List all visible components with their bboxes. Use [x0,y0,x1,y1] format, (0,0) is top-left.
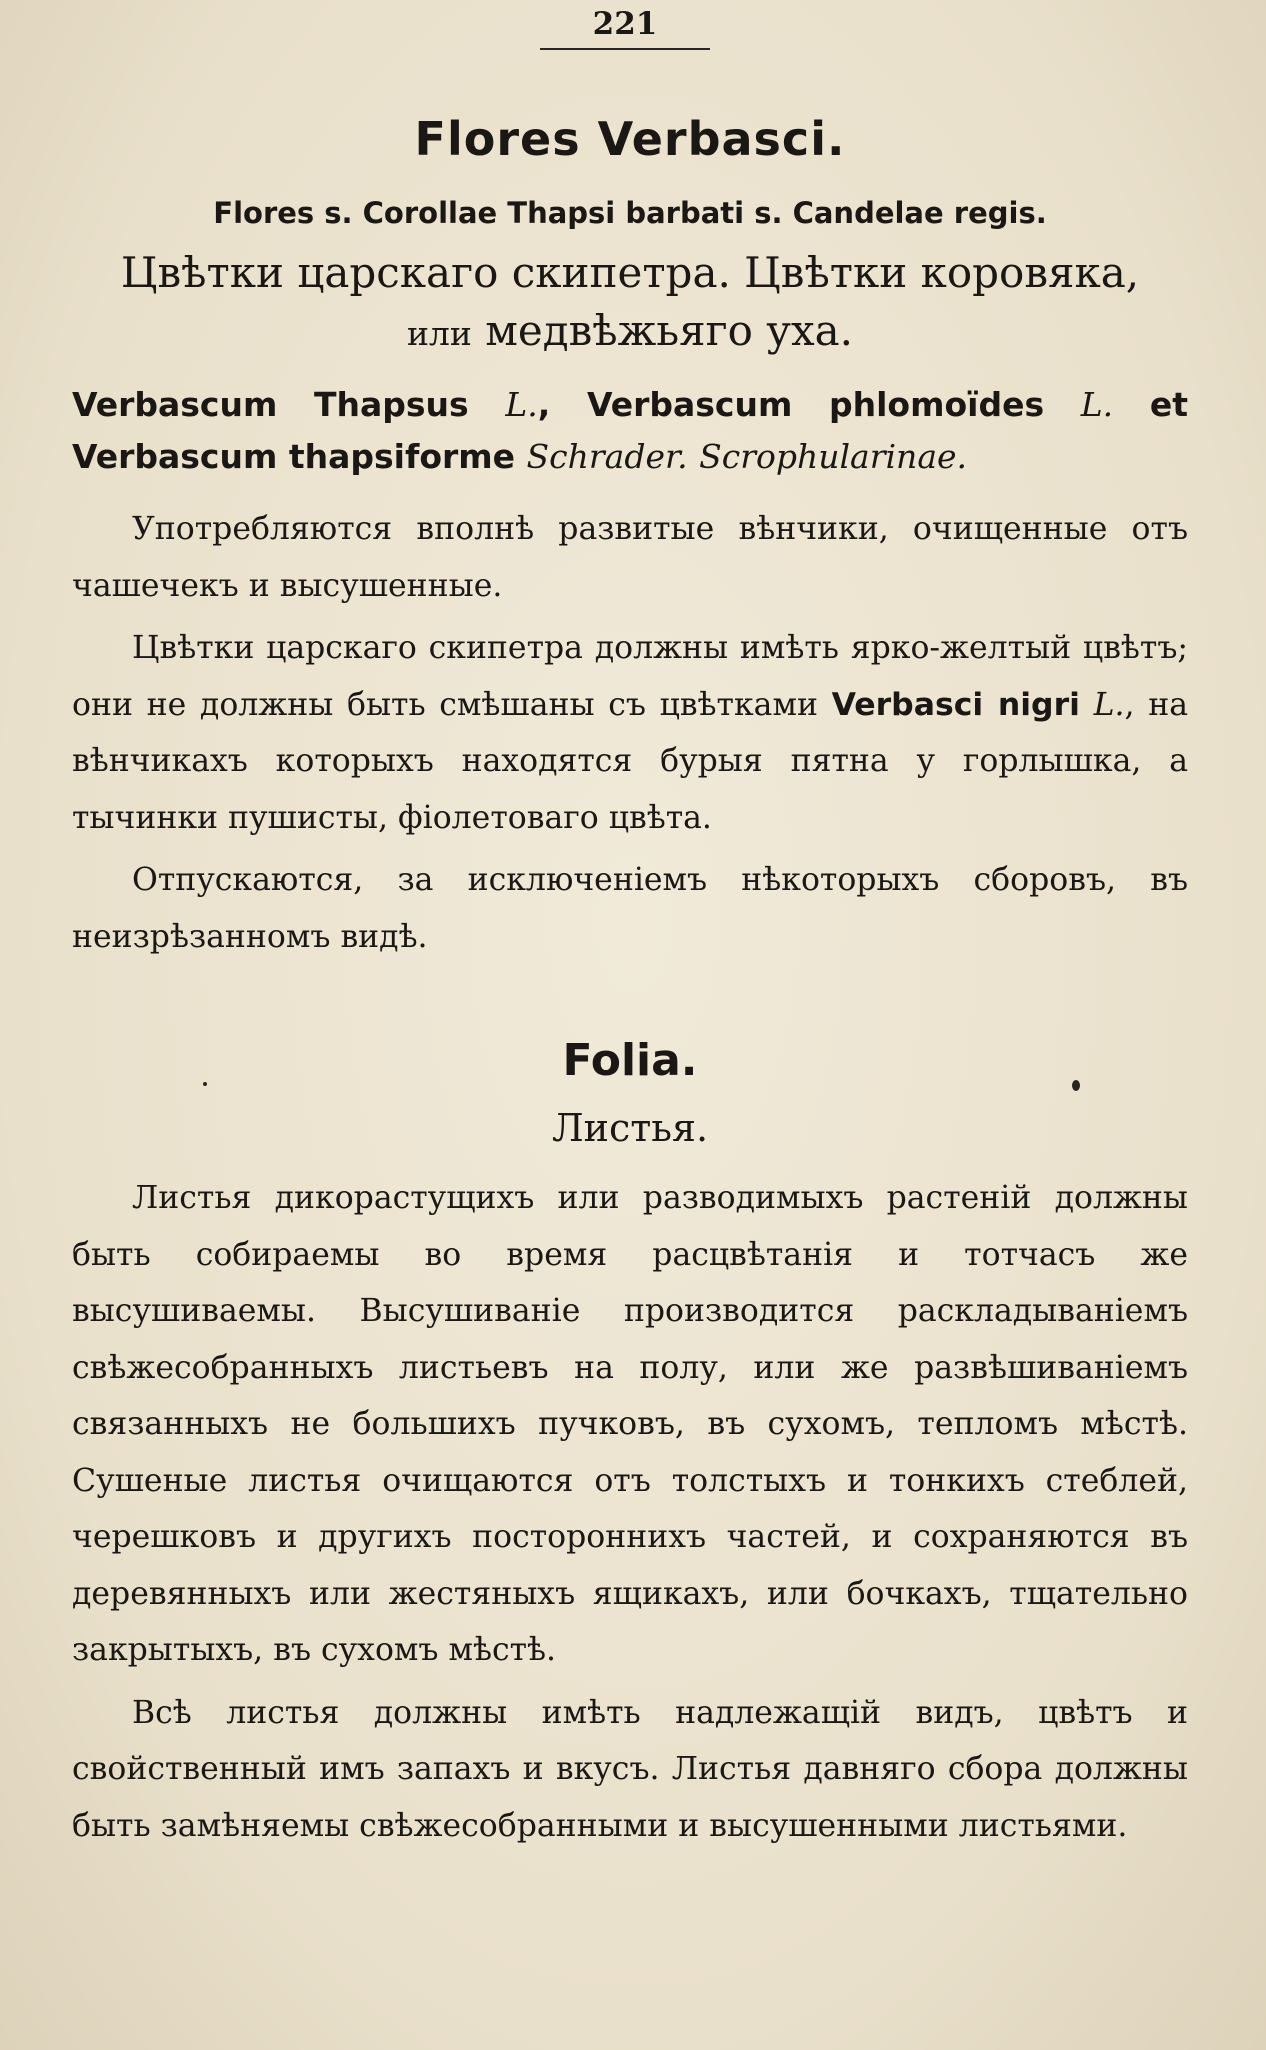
entry-subtitle-latin: Flores s. Corollae Thapsi barbati s. Candelae regis. [213,196,1047,230]
species-author-3: Schrader. [526,437,688,476]
header-rule [540,48,710,50]
species-name-3: Verbascum thapsiforme [72,437,516,476]
title-russian-line2: медвѣжьяго уха. [485,306,854,355]
species-author-1: L. [505,385,538,424]
section-paragraph-2: Всѣ листья должны имѣть надлежащій видъ, цвѣтъ и свойственный имъ запахъ и вкусъ. Листья давняго сбора должны быть замѣняемы свѣжесобранными и высушенными листьями. [72,1694,1188,1844]
para2-author: L. [1093,686,1125,723]
section-title-latin: Folia. [562,1035,698,1086]
entry-paragraph-1: Употребляются вполнѣ развитые вѣнчики, очищенные отъ чашечекъ и высушенные. [72,511,1188,604]
species-family: Scrophularinae. [699,437,968,476]
species-name-1: Verbascum Thapsus [72,385,469,424]
ink-speck [203,1082,207,1086]
entry-title-russian [72,244,1188,363]
title-russian-line1: Цвѣтки царскаго скипетра. Цвѣтки коровяка, [120,248,1140,297]
title-russian-connector: или [406,314,472,353]
entry-paragraph-3: Отпускаются, за исключеніемъ нѣкоторыхъ сборовъ, въ неизрѣзанномъ видѣ. [72,862,1188,955]
para2-text-2: , на вѣнчикахъ которыхъ находятся бурыя пятна у горлышка, а тычинки пушисты, фіолетоваго цвѣта. [72,686,1189,836]
species-author-2: L. [1080,385,1114,424]
species-list [72,379,1188,483]
section-title-russian: Листья. [551,1106,709,1150]
para2-latin-name: Verbasci nigri [831,686,1080,723]
page-content [72,112,1188,1860]
para2-text-1: Цвѣтки царскаго скипетра должны имѣть ярко-желтый цвѣтъ; они не должны быть смѣшаны съ цвѣтками [72,630,1188,723]
entry-paragraph-2 [72,620,1188,846]
species-conjunction: et [1149,385,1188,424]
species-separator: , [537,385,551,424]
section-paragraph-1: Листья дикорастущихъ или разводимыхъ растеній должны быть собираемы во время расцвѣтанія и тотчасъ же высушиваемы. Высушиваніе производится раскладываніемъ свѣжесобранныхъ листьевъ на полу, или же развѣшиваніемъ связанныхъ не большихъ пучковъ, въ сухомъ, тепломъ мѣстѣ. Сушеные листья очищаются отъ толстыхъ и тонкихъ стеблей, черешковъ и другихъ постороннихъ частей, и сохраняются въ деревянныхъ или жестяныхъ ящикахъ, или бочкахъ, тщательно закрытыхъ, въ сухомъ мѣстѣ. [72,1180,1188,1668]
page-number: 221 [592,6,658,42]
ink-speck [1072,1080,1080,1091]
species-name-2: Verbascum phlomoïdes [586,385,1045,424]
entry-title-latin: Flores Verbasci. [414,112,846,166]
